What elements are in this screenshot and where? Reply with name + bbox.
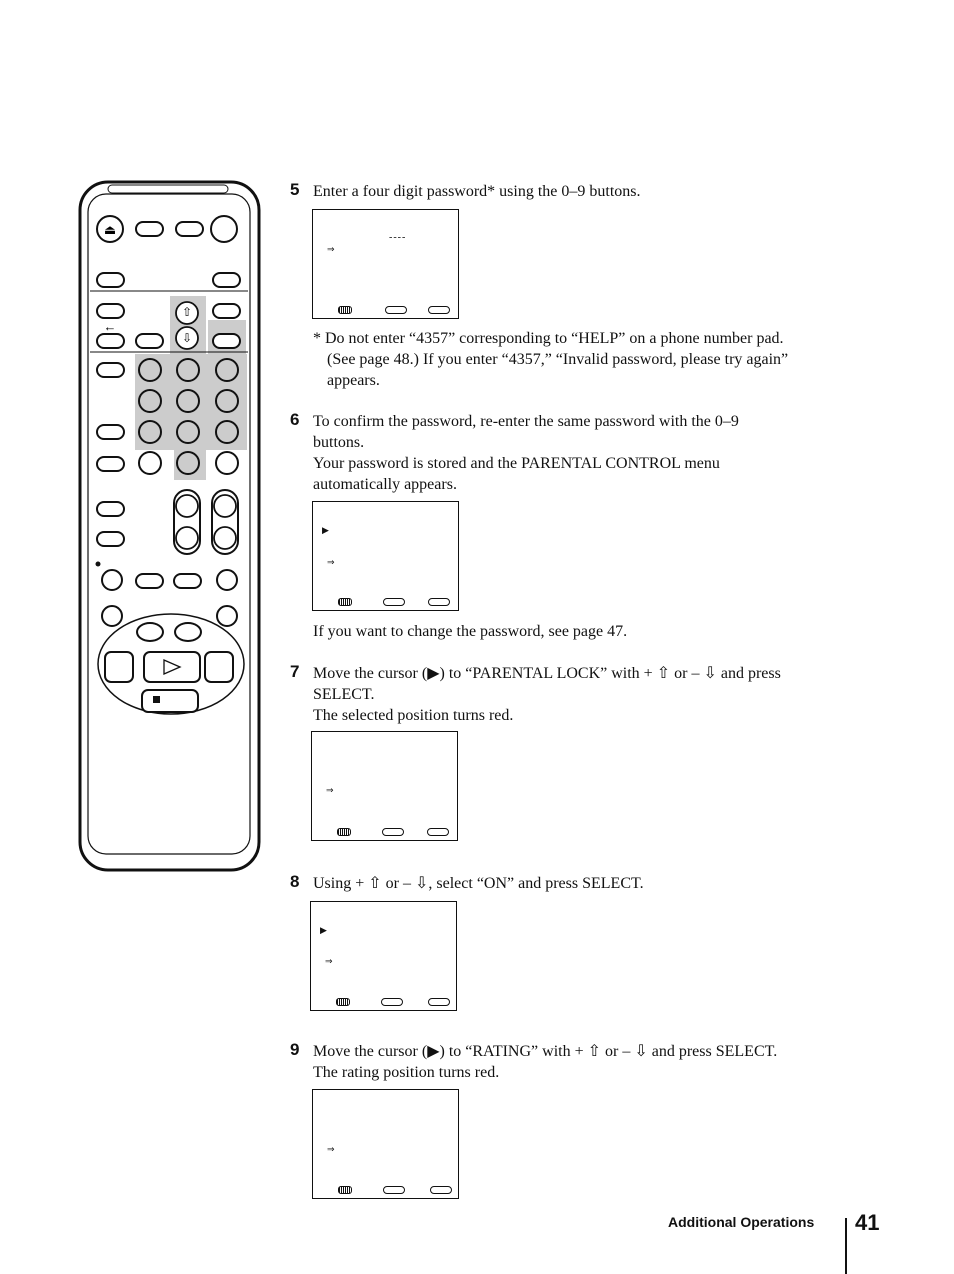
svg-text:⇩: ⇩ <box>181 331 193 345</box>
step-number: 7 <box>290 662 300 681</box>
step-text: Using + ⇧ or – ⇩, select “ON” and press SELECT. <box>313 875 644 892</box>
step-text: SELECT. <box>313 686 375 703</box>
tv-screen: ⇒ <box>312 1089 459 1199</box>
footnote: (See page 48.) If you enter “4357,” “Invalid password, please try again” <box>327 351 789 368</box>
number-button <box>216 390 238 412</box>
rew-button <box>105 652 133 682</box>
step-text: To confirm the password, re-enter the same password with the 0–9 <box>313 413 739 430</box>
stop-button <box>142 690 198 712</box>
remote-control-illustration <box>78 180 263 875</box>
number-button <box>177 359 199 381</box>
play-button <box>144 652 200 682</box>
step-number: 9 <box>290 1040 300 1059</box>
number-button <box>177 452 199 474</box>
number-button <box>139 390 161 412</box>
svg-text:←: ← <box>103 319 117 334</box>
section-label: Additional Operations <box>668 1214 815 1230</box>
step-number: 5 <box>290 180 300 199</box>
change-password-note: If you want to change the password, see page 47. <box>313 623 628 640</box>
step-text: Your password is stored and the PARENTAL CONTROL menu <box>313 455 720 472</box>
step-text: The rating position turns red. <box>313 1064 500 1081</box>
number-button <box>216 421 238 443</box>
step-text: buttons. <box>313 434 365 451</box>
number-button <box>216 359 238 381</box>
tv-screen: ---- ⇒ <box>312 209 459 319</box>
footnote: appears. <box>327 372 380 389</box>
pause-button <box>217 606 237 626</box>
step-text: automatically appears. <box>313 476 457 493</box>
ff-button <box>205 652 233 682</box>
tv-screen: ▶ ⇒ <box>310 901 457 1011</box>
step-text: The selected position turns red. <box>313 707 514 724</box>
number-button <box>177 421 199 443</box>
number-button <box>139 421 161 443</box>
footer-divider <box>845 1218 847 1274</box>
tv-screen: ▶ ⇒ <box>312 501 459 611</box>
svg-text:⏏: ⏏ <box>103 222 117 237</box>
footnote: * Do not enter “4357” corresponding to “HELP” on a phone number pad. <box>313 330 784 347</box>
number-button <box>139 359 161 381</box>
step-number: 6 <box>290 410 300 429</box>
step-number: 8 <box>290 872 300 891</box>
number-button <box>177 390 199 412</box>
tv-screen: ⇒ <box>311 731 458 841</box>
step-text: Move the cursor (▶) to “PARENTAL LOCK” with + ⇧ or – ⇩ and press <box>313 665 781 682</box>
page-number: 41 <box>855 1210 880 1235</box>
step-text: Move the cursor (▶) to “RATING” with + ⇧ or – ⇩ and press SELECT. <box>313 1043 778 1060</box>
svg-text:⇧: ⇧ <box>181 305 193 319</box>
step-text: Enter a four digit password* using the 0–9 buttons. <box>313 183 641 200</box>
